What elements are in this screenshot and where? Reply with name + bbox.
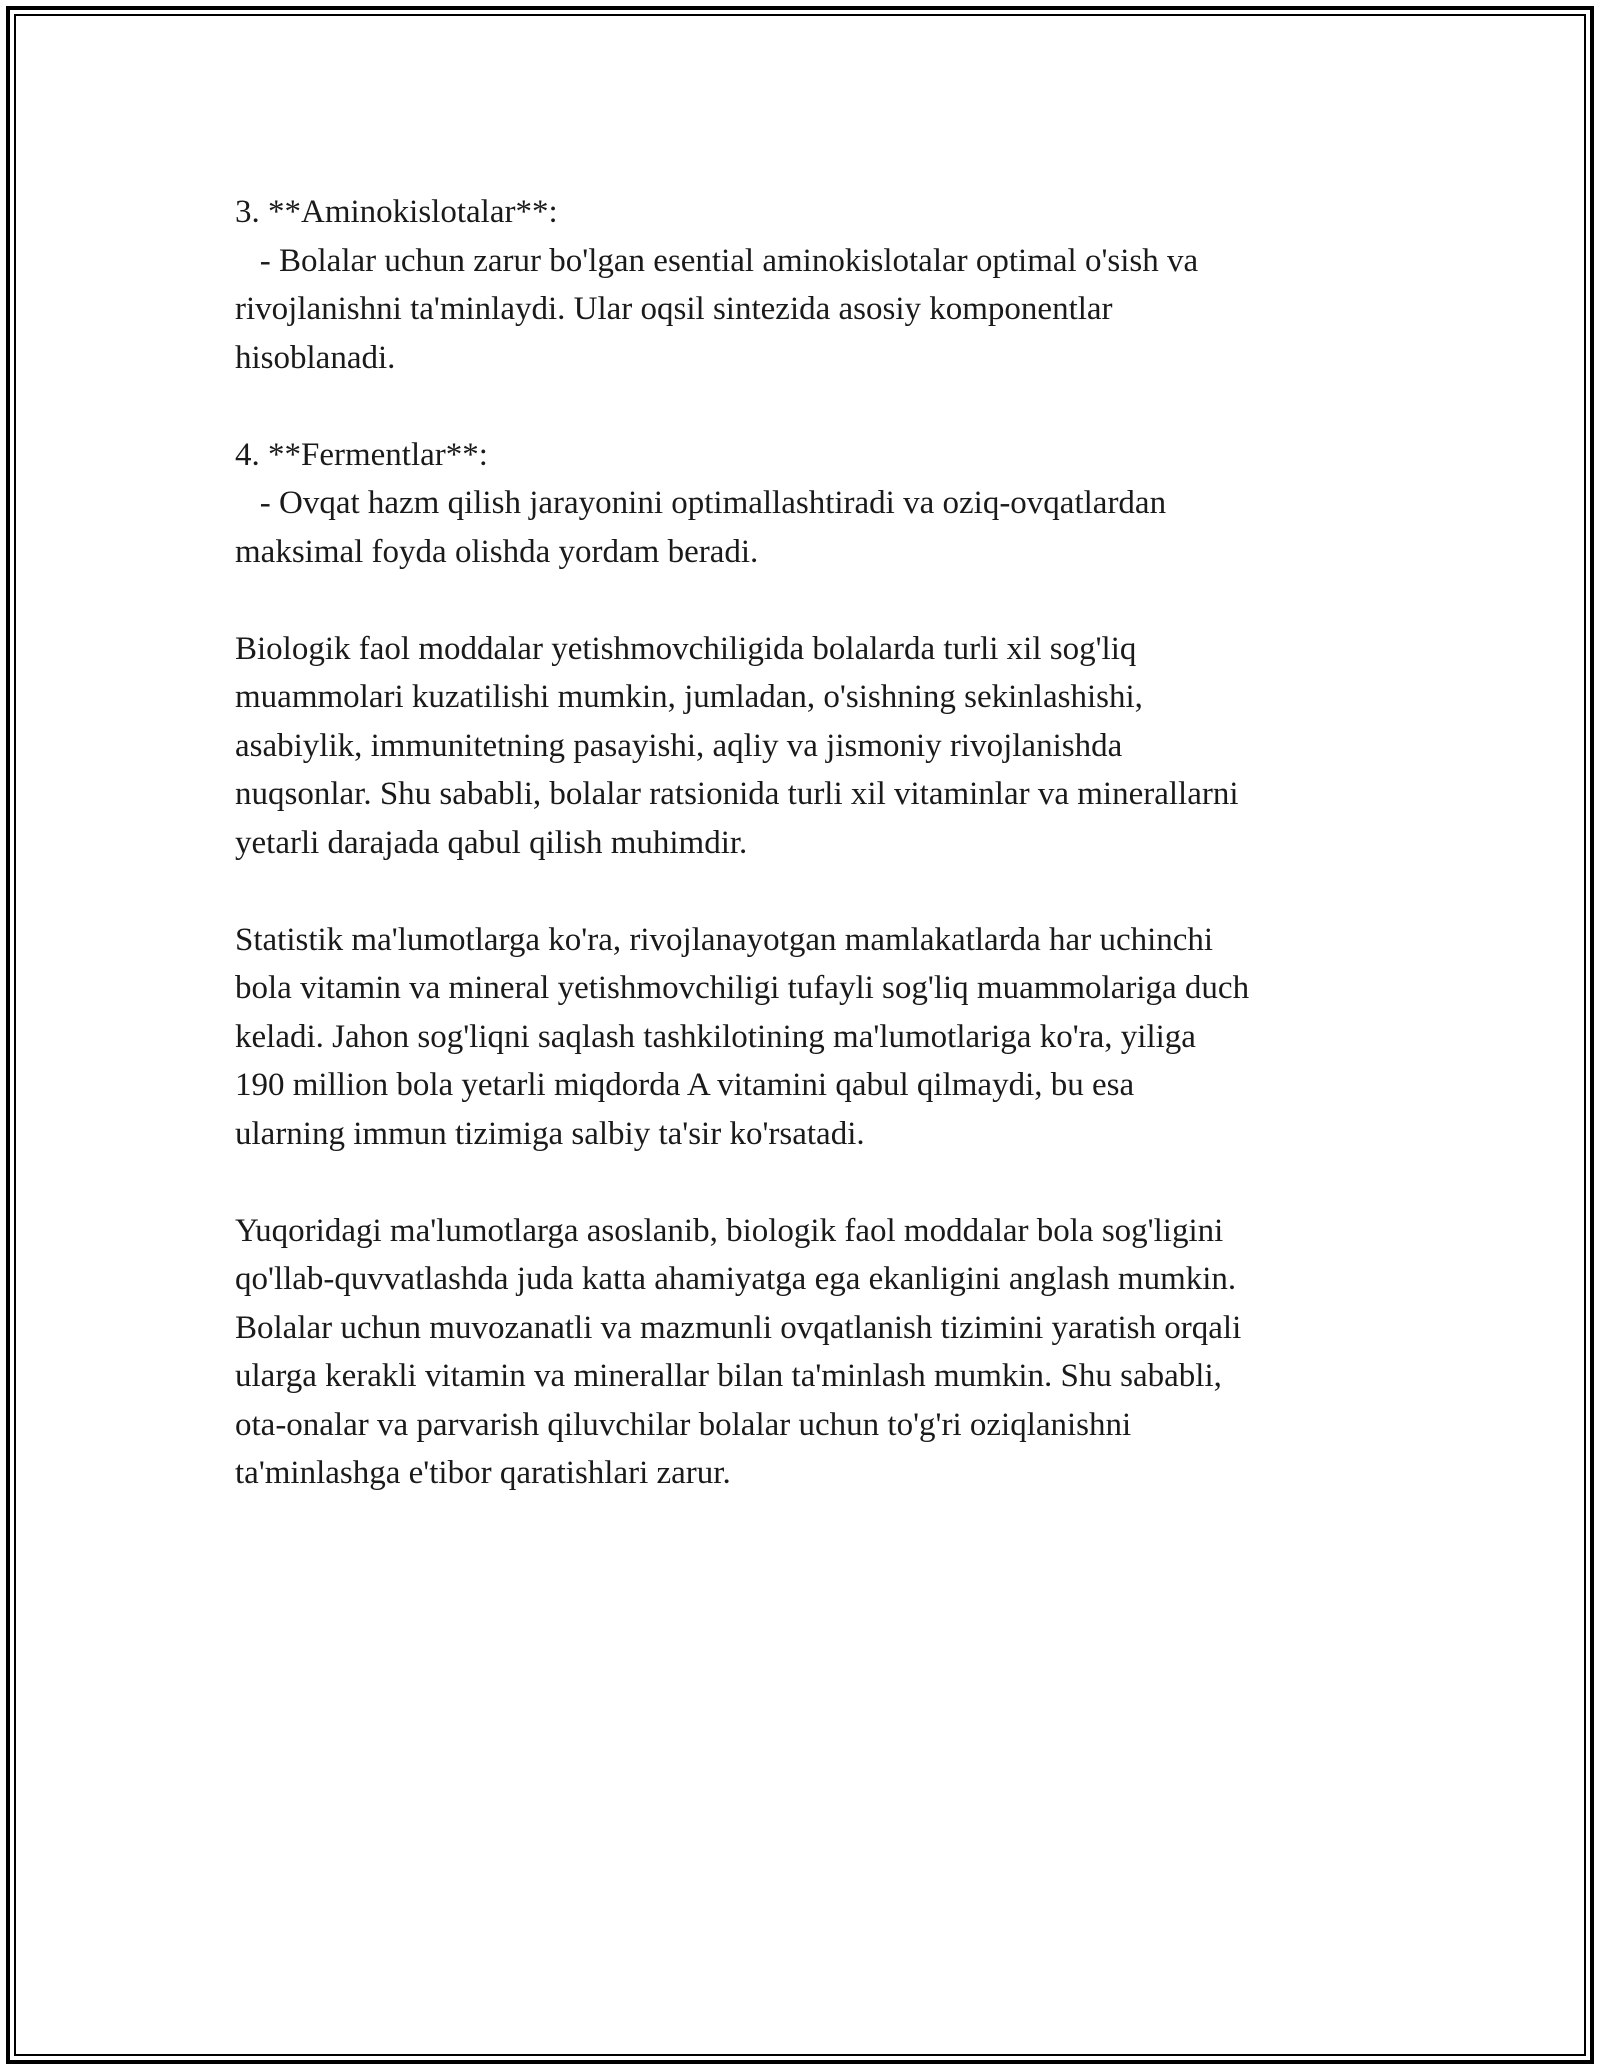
text-line: keladi. Jahon sog'liqni saqlash tashkilotining ma'lumotlariga ko'ra, yiliga bbox=[235, 1018, 1196, 1055]
section-heading: 4. **Fermentlar**: bbox=[235, 436, 488, 473]
text-line: ularning immun tizimiga salbiy ta'sir ko'rsatadi. bbox=[235, 1115, 865, 1152]
section-heading: 3. **Aminokislotalar**: bbox=[235, 194, 558, 230]
paragraph-gap bbox=[235, 867, 1395, 916]
text-line: 190 million bola yetarli miqdorda A vitamini qabul qilmaydi, bu esa bbox=[235, 1067, 1135, 1103]
text-line: hisoblanadi. bbox=[235, 339, 396, 376]
text-line: muammolari kuzatilishi mumkin, jumladan, o'sishning sekinlashishi, bbox=[235, 679, 1143, 715]
text-line: yetarli darajada qabul qilish muhimdir. bbox=[235, 824, 748, 861]
text-line: Yuqoridagi ma'lumotlarga asoslanib, biologik faol moddalar bola sog'ligini bbox=[235, 1212, 1224, 1249]
text-line: Bolalar uchun muvozanatli va mazmunli ovqatlanish tizimini yaratish orqali bbox=[235, 1309, 1242, 1346]
text-line: - Ovqat hazm qilish jarayonini optimallashtiradi va oziq-ovqatlardan bbox=[235, 485, 1167, 521]
paragraph-deficiency bbox=[235, 625, 1395, 868]
text-line: ota-onalar va parvarish qiluvchilar bolalar uchun to'g'ri oziqlanishni bbox=[235, 1406, 1132, 1443]
text-line: qo'llab-quvvatlashda juda katta ahamiyatga ega ekanligini anglash mumkin. bbox=[235, 1261, 1237, 1297]
text-line: Biologik faol moddalar yetishmovchiligida bolalarda turli xil sog'liq bbox=[235, 630, 1137, 667]
text-line: bola vitamin va mineral yetishmovchiligi tufayli sog'liq muammolariga duch bbox=[235, 970, 1250, 1006]
document-body bbox=[235, 188, 1395, 1498]
text-line: nuqsonlar. Shu sababli, bolalar ratsionida turli xil vitaminlar va minerallarni bbox=[235, 776, 1239, 812]
paragraph-gap bbox=[235, 576, 1395, 625]
section-aminokislotalar bbox=[235, 188, 1395, 382]
section-fermentlar bbox=[235, 431, 1395, 577]
text-line: rivojlanishni ta'minlaydi. Ular oqsil sintezida asosiy komponentlar bbox=[235, 291, 1113, 327]
text-line: - Bolalar uchun zarur bo'lgan esential aminokislotalar optimal o'sish va bbox=[235, 242, 1199, 279]
paragraph-gap bbox=[235, 382, 1395, 431]
paragraph-conclusion bbox=[235, 1207, 1395, 1498]
text-line: maksimal foyda olishda yordam beradi. bbox=[235, 533, 759, 570]
paragraph-gap bbox=[235, 1158, 1395, 1207]
text-line: ularga kerakli vitamin va minerallar bilan ta'minlash mumkin. Shu sababli, bbox=[235, 1358, 1222, 1394]
text-line: ta'minlashga e'tibor qaratishlari zarur. bbox=[235, 1455, 731, 1491]
text-line: Statistik ma'lumotlarga ko'ra, rivojlanayotgan mamlakatlarda har uchinchi bbox=[235, 921, 1214, 958]
text-line: asabiylik, immunitetning pasayishi, aqliy va jismoniy rivojlanishda bbox=[235, 727, 1123, 764]
paragraph-statistics bbox=[235, 916, 1395, 1159]
